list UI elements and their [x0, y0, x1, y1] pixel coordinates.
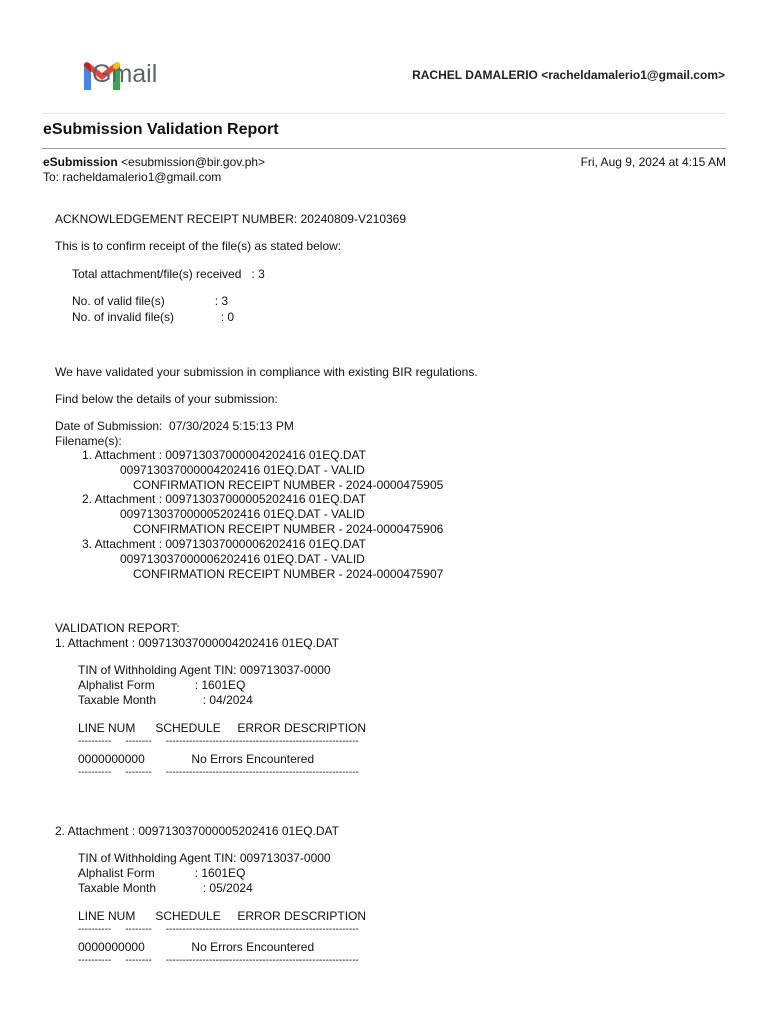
gmail-wordmark: Gmail: [92, 60, 158, 88]
report-table-dashes: ---------- -------- ----------------------------------------------------------: [78, 924, 359, 935]
report-attachment: 2. Attachment : 009713037000005202416 01EQ.DAT: [55, 824, 339, 838]
file-name-valid: 009713037000006202416 01EQ.DAT - VALID: [120, 552, 365, 566]
file-attachment: 2. Attachment : 009713037000005202416 01EQ.DAT: [82, 492, 366, 506]
divider: [42, 113, 726, 114]
invalid-files: No. of invalid file(s) : 0: [72, 310, 235, 324]
sender-address: <esubmission@bir.gov.ph>: [117, 155, 266, 169]
report-month: Taxable Month : 05/2024: [78, 881, 253, 895]
file-attachment: 1. Attachment : 009713037000004202416 01EQ.DAT: [82, 448, 366, 462]
report-attachment: 1. Attachment : 009713037000004202416 01EQ.DAT: [55, 636, 339, 650]
valid-files: No. of valid file(s) : 3: [72, 294, 229, 308]
filenames-label: Filename(s):: [55, 434, 122, 448]
divider: [42, 148, 726, 149]
recipient: To: racheldamalerio1@gmail.com: [43, 170, 222, 184]
file-name-valid: 009713037000005202416 01EQ.DAT - VALID: [120, 507, 365, 521]
report-table-header: LINE NUM SCHEDULE ERROR DESCRIPTION: [78, 909, 367, 923]
email-subject: eSubmission Validation Report: [43, 121, 279, 138]
report-table-dashes: ---------- -------- ----------------------------------------------------------: [78, 767, 359, 778]
total-files: Total attachment/file(s) received : 3: [72, 267, 265, 281]
find-text: Find below the details of your submission:: [55, 392, 278, 406]
date-of-submission: Date of Submission: 07/30/2024 5:15:13 PM: [55, 419, 294, 433]
account-label: RACHEL DAMALERIO <racheldamalerio1@gmail.com>: [412, 68, 725, 82]
sender: [43, 155, 265, 169]
ack-number: ACKNOWLEDGEMENT RECEIPT NUMBER: 20240809-V210369: [55, 212, 407, 226]
confirmation-receipt: CONFIRMATION RECEIPT NUMBER - 2024-0000475907: [133, 567, 444, 581]
email-date: Fri, Aug 9, 2024 at 4:15 AM: [580, 155, 726, 169]
report-table-row: 0000000000 No Errors Encountered: [78, 940, 315, 954]
file-name-valid: 009713037000004202416 01EQ.DAT - VALID: [120, 463, 365, 477]
sender-name: eSubmission: [43, 155, 118, 169]
file-attachment: 3. Attachment : 009713037000006202416 01EQ.DAT: [82, 537, 366, 551]
report-table-dashes: ---------- -------- ----------------------------------------------------------: [78, 736, 359, 747]
report-tin: TIN of Withholding Agent TIN: 009713037-0000: [78, 663, 331, 677]
confirmation-receipt: CONFIRMATION RECEIPT NUMBER - 2024-0000475905: [133, 478, 444, 492]
report-table-dashes: ---------- -------- ----------------------------------------------------------: [78, 955, 359, 966]
confirm-text: This is to confirm receipt of the file(s) as stated below:: [55, 239, 342, 253]
report-month: Taxable Month : 04/2024: [78, 693, 253, 707]
validated-text: We have validated your submission in compliance with existing BIR regulations.: [55, 365, 478, 379]
report-form: Alphalist Form : 1601EQ: [78, 866, 246, 880]
validation-report-title: VALIDATION REPORT:: [55, 621, 180, 635]
report-tin: TIN of Withholding Agent TIN: 009713037-0000: [78, 851, 331, 865]
report-form: Alphalist Form : 1601EQ: [78, 678, 246, 692]
report-table-header: LINE NUM SCHEDULE ERROR DESCRIPTION: [78, 721, 367, 735]
report-table-row: 0000000000 No Errors Encountered: [78, 752, 315, 766]
confirmation-receipt: CONFIRMATION RECEIPT NUMBER - 2024-0000475906: [133, 522, 444, 536]
